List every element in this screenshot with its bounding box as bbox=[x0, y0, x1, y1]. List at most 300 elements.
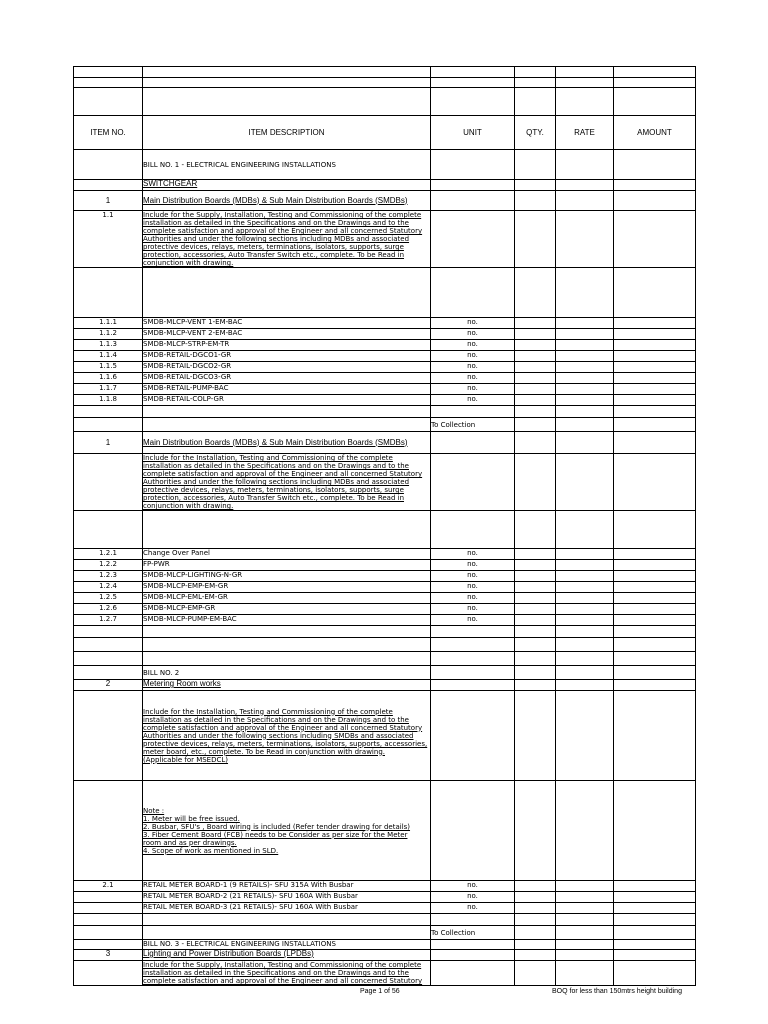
table-cell bbox=[556, 638, 614, 652]
item-description: SMDB-RETAIL-DGCO1-GR bbox=[143, 351, 232, 359]
table-cell bbox=[614, 432, 696, 454]
table-cell bbox=[556, 318, 614, 329]
table-row bbox=[74, 418, 696, 432]
table-cell bbox=[556, 691, 614, 781]
table-cell bbox=[143, 511, 431, 549]
table-row bbox=[74, 604, 696, 615]
table-row bbox=[74, 691, 696, 781]
item-description: SMDB-MLCP-EML-EM-GR bbox=[143, 593, 228, 601]
section-title bbox=[143, 180, 431, 191]
bill-title bbox=[143, 666, 431, 680]
table-row bbox=[74, 680, 696, 691]
item-description bbox=[143, 961, 431, 986]
table-cell bbox=[515, 268, 556, 318]
table-cell bbox=[431, 680, 515, 691]
table-cell bbox=[556, 571, 614, 582]
table-cell bbox=[556, 340, 614, 351]
item-number: 1.1.1 bbox=[99, 318, 117, 326]
unit-value bbox=[431, 384, 515, 395]
item-number: 1.1.2 bbox=[99, 329, 117, 337]
table-cell bbox=[431, 961, 515, 986]
table-cell bbox=[515, 781, 556, 881]
item-description bbox=[143, 604, 431, 615]
item-description bbox=[143, 593, 431, 604]
item-description bbox=[143, 395, 431, 406]
table-cell bbox=[515, 67, 556, 78]
table-cell bbox=[556, 950, 614, 961]
table-cell bbox=[515, 432, 556, 454]
col-header-amount bbox=[614, 116, 696, 150]
table-cell bbox=[515, 454, 556, 511]
item-description: SMDB-RETAIL-DGCO2-GR bbox=[143, 362, 232, 370]
item-number bbox=[74, 680, 143, 691]
table-cell bbox=[515, 191, 556, 211]
bill-title bbox=[143, 150, 431, 180]
table-cell bbox=[614, 940, 696, 950]
table-row bbox=[74, 88, 696, 116]
table-row bbox=[74, 549, 696, 560]
item-description bbox=[143, 892, 431, 903]
note-text: Note : 1. Meter will be free issued. 2. Busbar, SFU's , Board wiring is included (Refer tender drawing for details) 3. Fiber Cement Board (FCB) needs to be Consider as per size for the Meter room and as per drawings. 4. Scope of work as mentioned in SLD. bbox=[143, 806, 411, 855]
item-heading bbox=[143, 950, 431, 961]
table-cell bbox=[614, 582, 696, 593]
table-cell bbox=[556, 351, 614, 362]
table-cell bbox=[74, 926, 143, 940]
item-description bbox=[143, 881, 431, 892]
table-cell bbox=[614, 604, 696, 615]
table-row bbox=[74, 67, 696, 78]
item-description: Include for the Installation, Testing and Commissioning of the complete installation as detailed in the Specifications and on the Drawings and to the complete satisfaction and approval of the Engineer and all concerned Statutory Authorities and under the following sections including MDBs and associated protective devices, relays, meters, terminations, isolators, supports, surge protection, accessories, Auto Transfer Switch etc., complete. To be Read in conjunction with drawing. bbox=[143, 454, 423, 510]
table-cell bbox=[515, 150, 556, 180]
table-cell bbox=[515, 211, 556, 268]
item-description: RETAIL METER BOARD-3 (21 RETAILS)- SFU 160A With Busbar bbox=[143, 903, 358, 911]
item-description bbox=[143, 454, 431, 511]
item-heading: Main Distribution Boards (MDBs) & Sub Main Distribution Boards (SMDBs) bbox=[143, 437, 408, 447]
item-description: SMDB-RETAIL-COLP-GR bbox=[143, 395, 224, 403]
table-cell bbox=[614, 781, 696, 881]
unit-value: no. bbox=[467, 903, 478, 911]
table-row bbox=[74, 903, 696, 914]
table-cell bbox=[614, 691, 696, 781]
item-heading: Lighting and Power Distribution Boards (LPDBs) bbox=[143, 949, 314, 958]
item-description bbox=[143, 340, 431, 351]
table-cell bbox=[431, 78, 515, 88]
table-cell bbox=[614, 638, 696, 652]
item-heading bbox=[143, 432, 431, 454]
item-description: SMDB-MLCP-VENT 1-EM-BAC bbox=[143, 318, 243, 326]
table-cell bbox=[614, 78, 696, 88]
table-cell bbox=[614, 961, 696, 986]
table-cell bbox=[515, 418, 556, 432]
table-cell bbox=[515, 78, 556, 88]
col-header-qty bbox=[515, 116, 556, 150]
table-cell bbox=[143, 268, 431, 318]
table-cell bbox=[614, 351, 696, 362]
table-row bbox=[74, 593, 696, 604]
item-description: FP-PWR bbox=[143, 560, 170, 568]
item-number bbox=[74, 571, 143, 582]
table-cell bbox=[614, 384, 696, 395]
table-cell bbox=[556, 432, 614, 454]
table-cell bbox=[431, 454, 515, 511]
table-cell bbox=[143, 638, 431, 652]
table-cell bbox=[431, 781, 515, 881]
unit-value: no. bbox=[467, 384, 478, 392]
item-description bbox=[143, 329, 431, 340]
table-cell bbox=[515, 384, 556, 395]
table-cell bbox=[515, 881, 556, 892]
unit-value bbox=[431, 560, 515, 571]
table-cell bbox=[515, 593, 556, 604]
table-cell bbox=[556, 211, 614, 268]
table-cell bbox=[515, 638, 556, 652]
section-title: SWITCHGEAR bbox=[143, 179, 198, 188]
unit-value bbox=[431, 615, 515, 626]
unit-value: no. bbox=[467, 329, 478, 337]
table-row bbox=[74, 950, 696, 961]
item-number: 1.2.7 bbox=[99, 615, 117, 623]
table-row bbox=[74, 626, 696, 638]
table-cell bbox=[556, 926, 614, 940]
unit-value bbox=[431, 318, 515, 329]
table-cell bbox=[515, 373, 556, 384]
table-cell bbox=[515, 914, 556, 926]
table-cell bbox=[74, 418, 143, 432]
item-number: 1.1.4 bbox=[99, 351, 117, 359]
col-header-amount: AMOUNT bbox=[637, 127, 672, 137]
unit-value bbox=[431, 373, 515, 384]
unit-value: no. bbox=[467, 340, 478, 348]
table-row bbox=[74, 150, 696, 180]
table-cell bbox=[614, 571, 696, 582]
table-cell bbox=[74, 914, 143, 926]
table-cell bbox=[614, 593, 696, 604]
item-number bbox=[74, 329, 143, 340]
table-cell bbox=[556, 560, 614, 571]
table-cell bbox=[614, 329, 696, 340]
item-heading bbox=[143, 680, 431, 691]
table-cell bbox=[431, 150, 515, 180]
table-cell bbox=[556, 362, 614, 373]
col-header-rate: RATE bbox=[574, 127, 595, 137]
table-row bbox=[74, 180, 696, 191]
table-cell bbox=[431, 691, 515, 781]
table-cell bbox=[556, 961, 614, 986]
table-row bbox=[74, 268, 696, 318]
table-cell bbox=[74, 180, 143, 191]
table-cell bbox=[614, 892, 696, 903]
item-number: 1.2.1 bbox=[99, 549, 117, 557]
col-header-qty: QTY. bbox=[526, 127, 544, 137]
table-cell bbox=[614, 626, 696, 638]
table-cell bbox=[556, 914, 614, 926]
table-row bbox=[74, 329, 696, 340]
table-cell bbox=[556, 549, 614, 560]
table-cell bbox=[431, 180, 515, 191]
table-cell bbox=[556, 666, 614, 680]
table-cell bbox=[614, 340, 696, 351]
unit-value bbox=[431, 903, 515, 914]
item-number bbox=[74, 615, 143, 626]
table-cell bbox=[515, 395, 556, 406]
table-cell bbox=[431, 652, 515, 666]
table-cell bbox=[74, 626, 143, 638]
table-cell bbox=[74, 511, 143, 549]
unit-value: no. bbox=[467, 615, 478, 623]
table-cell bbox=[614, 67, 696, 78]
table-cell bbox=[431, 626, 515, 638]
item-number bbox=[74, 582, 143, 593]
table-cell bbox=[74, 781, 143, 881]
item-number bbox=[74, 560, 143, 571]
unit-value: no. bbox=[467, 373, 478, 381]
table-cell bbox=[515, 940, 556, 950]
item-number bbox=[74, 950, 143, 961]
item-description bbox=[143, 560, 431, 571]
table-cell bbox=[614, 395, 696, 406]
unit-value: no. bbox=[467, 593, 478, 601]
table-cell bbox=[556, 150, 614, 180]
unit-value: no. bbox=[467, 560, 478, 568]
table-cell bbox=[556, 892, 614, 903]
item-description: SMDB-MLCP-EMP-GR bbox=[143, 604, 216, 612]
table-cell bbox=[614, 549, 696, 560]
item-number: 1.1.3 bbox=[99, 340, 117, 348]
table-cell bbox=[74, 150, 143, 180]
table-cell bbox=[431, 268, 515, 318]
item-number: 1.2.6 bbox=[99, 604, 117, 612]
item-description bbox=[143, 615, 431, 626]
table-cell bbox=[556, 615, 614, 626]
table-cell bbox=[556, 395, 614, 406]
collection-label bbox=[431, 926, 515, 940]
table-cell bbox=[556, 626, 614, 638]
table-cell bbox=[431, 511, 515, 549]
item-description: SMDB-MLCP-LIGHTING-N-GR bbox=[143, 571, 243, 579]
table-row bbox=[74, 926, 696, 940]
item-number bbox=[74, 340, 143, 351]
item-description bbox=[143, 351, 431, 362]
table-cell bbox=[556, 67, 614, 78]
unit-value bbox=[431, 395, 515, 406]
unit-value bbox=[431, 892, 515, 903]
item-number bbox=[74, 395, 143, 406]
item-number: 1.1.6 bbox=[99, 373, 117, 381]
col-header-unit bbox=[431, 116, 515, 150]
table-cell bbox=[515, 406, 556, 418]
table-row bbox=[74, 406, 696, 418]
table-cell bbox=[74, 268, 143, 318]
item-number: 1.2.5 bbox=[99, 593, 117, 601]
unit-value bbox=[431, 351, 515, 362]
sub-item-number: 1.1 bbox=[102, 211, 114, 219]
table-row bbox=[74, 781, 696, 881]
table-cell bbox=[614, 406, 696, 418]
table-row bbox=[74, 652, 696, 666]
item-description: Change Over Panel bbox=[143, 549, 210, 557]
table-cell bbox=[515, 351, 556, 362]
table-cell bbox=[556, 881, 614, 892]
unit-value: no. bbox=[467, 571, 478, 579]
table-cell bbox=[431, 191, 515, 211]
table-cell bbox=[431, 432, 515, 454]
item-heading: Metering Room works bbox=[143, 679, 221, 688]
table-cell bbox=[74, 666, 143, 680]
page-number: Page 1 of 56 bbox=[360, 988, 400, 995]
table-row bbox=[74, 511, 696, 549]
unit-value bbox=[431, 329, 515, 340]
table-cell bbox=[143, 78, 431, 88]
unit-value bbox=[431, 582, 515, 593]
table-row bbox=[74, 638, 696, 652]
table-cell bbox=[556, 418, 614, 432]
unit-value: no. bbox=[467, 351, 478, 359]
table-cell bbox=[614, 373, 696, 384]
table-cell bbox=[515, 340, 556, 351]
col-header-description bbox=[143, 116, 431, 150]
unit-value: no. bbox=[467, 318, 478, 326]
table-cell bbox=[556, 180, 614, 191]
table-cell bbox=[515, 180, 556, 191]
table-cell bbox=[515, 560, 556, 571]
table-cell bbox=[614, 615, 696, 626]
item-number bbox=[74, 384, 143, 395]
item-number: 3 bbox=[105, 949, 111, 958]
table-cell bbox=[74, 406, 143, 418]
table-cell bbox=[556, 903, 614, 914]
item-number: 1.2.3 bbox=[99, 571, 117, 579]
unit-value: no. bbox=[467, 549, 478, 557]
table-cell bbox=[556, 454, 614, 511]
item-number bbox=[74, 549, 143, 560]
unit-value: no. bbox=[467, 892, 478, 900]
table-cell bbox=[614, 268, 696, 318]
item-number bbox=[74, 362, 143, 373]
table-cell bbox=[74, 638, 143, 652]
table-row bbox=[74, 362, 696, 373]
item-number: 1.1.8 bbox=[99, 395, 117, 403]
table-cell bbox=[556, 384, 614, 395]
collection-label: To Collection bbox=[431, 928, 476, 937]
item-description: Include for the Supply, Installation, Testing and Commissioning of the complete installation as detailed in the Specifications and on the Drawings and to the complete satisfaction and approval of the Engineer and all concerned Statutory Authorities and under the following sections including MDBs and associated protective devices, relays, meters, terminations, isolators, supports, surge protection, accessories, Auto Transfer Switch etc., complete. To be Read in conjunction with drawing. bbox=[143, 211, 423, 267]
table-cell bbox=[143, 406, 431, 418]
table-cell bbox=[614, 926, 696, 940]
table-cell bbox=[556, 191, 614, 211]
table-cell bbox=[515, 691, 556, 781]
table-row bbox=[74, 892, 696, 903]
table-cell bbox=[143, 418, 431, 432]
table-cell bbox=[515, 329, 556, 340]
item-number: 1.2.2 bbox=[99, 560, 117, 568]
table-cell bbox=[74, 652, 143, 666]
table-cell bbox=[431, 406, 515, 418]
table-cell bbox=[74, 691, 143, 781]
note-text bbox=[143, 781, 431, 881]
item-number bbox=[74, 191, 143, 211]
table-cell bbox=[614, 680, 696, 691]
item-description: SMDB-MLCP-PUMP-EM-BAC bbox=[143, 615, 237, 623]
table-row bbox=[74, 395, 696, 406]
table-cell bbox=[614, 150, 696, 180]
document-footer-title: BOQ for less than 150mtrs height building bbox=[552, 988, 682, 995]
table-cell bbox=[556, 373, 614, 384]
table-cell bbox=[74, 454, 143, 511]
item-number: 1.2.4 bbox=[99, 582, 117, 590]
table-cell bbox=[143, 88, 431, 116]
table-row bbox=[74, 384, 696, 395]
col-header-item-no: ITEM NO. bbox=[90, 127, 126, 137]
item-description bbox=[143, 318, 431, 329]
table-cell bbox=[556, 680, 614, 691]
item-description bbox=[143, 373, 431, 384]
bill-title: BILL NO. 1 - ELECTRICAL ENGINEERING INSTALLATIONS bbox=[143, 160, 336, 169]
item-number bbox=[74, 432, 143, 454]
item-heading: Main Distribution Boards (MDBs) & Sub Main Distribution Boards (SMDBs) bbox=[143, 195, 408, 205]
table-row bbox=[74, 961, 696, 986]
table-cell bbox=[614, 652, 696, 666]
item-description: SMDB-RETAIL-PUMP-BAC bbox=[143, 384, 229, 392]
table-cell bbox=[614, 511, 696, 549]
sub-item-number bbox=[74, 211, 143, 268]
table-cell bbox=[143, 914, 431, 926]
table-row bbox=[74, 432, 696, 454]
table-cell bbox=[556, 88, 614, 116]
unit-value: no. bbox=[467, 362, 478, 370]
table-cell bbox=[515, 549, 556, 560]
table-cell bbox=[614, 88, 696, 116]
table-cell bbox=[74, 67, 143, 78]
table-cell bbox=[515, 604, 556, 615]
table-cell bbox=[431, 940, 515, 950]
unit-value: no. bbox=[467, 604, 478, 612]
boq-table bbox=[73, 66, 696, 986]
table-row bbox=[74, 211, 696, 268]
item-number: 2 bbox=[105, 679, 111, 688]
unit-value: no. bbox=[467, 881, 478, 889]
table-cell bbox=[614, 881, 696, 892]
unit-value bbox=[431, 604, 515, 615]
table-row bbox=[74, 571, 696, 582]
table-cell bbox=[515, 582, 556, 593]
table-row bbox=[74, 666, 696, 680]
unit-value: no. bbox=[467, 395, 478, 403]
item-description: RETAIL METER BOARD-2 (21 RETAILS)- SFU 160A With Busbar bbox=[143, 892, 358, 900]
unit-value bbox=[431, 340, 515, 351]
item-number: 1 bbox=[105, 195, 111, 205]
table-row bbox=[74, 351, 696, 362]
table-cell bbox=[614, 180, 696, 191]
item-heading bbox=[143, 191, 431, 211]
item-description bbox=[143, 362, 431, 373]
table-cell bbox=[74, 78, 143, 88]
table-row bbox=[74, 615, 696, 626]
table-cell bbox=[515, 318, 556, 329]
table-cell bbox=[556, 593, 614, 604]
item-number bbox=[74, 604, 143, 615]
item-description: SMDB-MLCP-EMP-EM-GR bbox=[143, 582, 229, 590]
table-cell bbox=[515, 615, 556, 626]
item-description: RETAIL METER BOARD-1 (9 RETAILS)- SFU 315A With Busbar bbox=[143, 881, 354, 889]
table-row bbox=[74, 454, 696, 511]
item-description: SMDB-MLCP-VENT 2-EM-BAC bbox=[143, 329, 243, 337]
table-cell bbox=[143, 67, 431, 78]
table-cell bbox=[556, 604, 614, 615]
table-row bbox=[74, 116, 696, 150]
table-cell bbox=[74, 940, 143, 950]
table-cell bbox=[515, 892, 556, 903]
col-header-unit: UNIT bbox=[463, 127, 482, 137]
item-number bbox=[74, 593, 143, 604]
